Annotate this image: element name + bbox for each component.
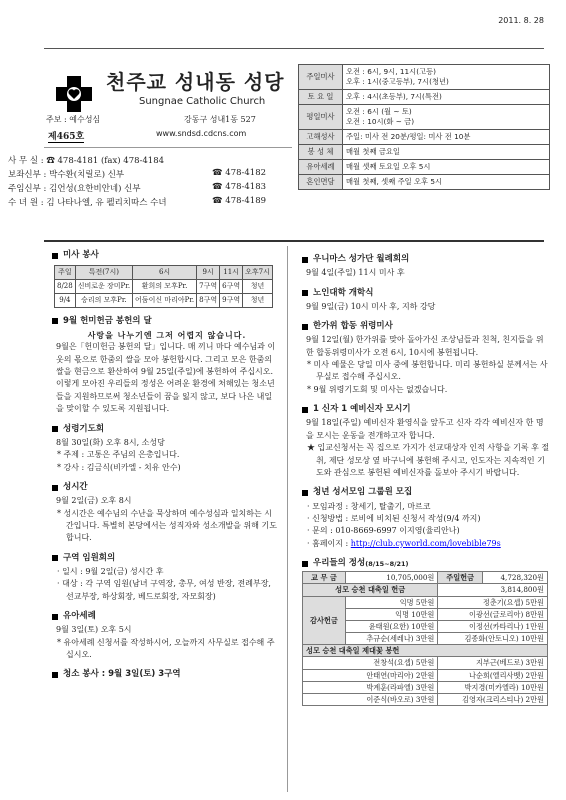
- offer-row: [303, 596, 548, 608]
- schedule-value: 오후 : 4시(초등부), 7시(특전): [343, 90, 550, 105]
- schedule-label: 주일미사: [299, 65, 343, 90]
- section-text: * 미사 예물은 당일 미사 중에 봉헌합니다. 미리 봉헌하실 분께서는 사무실로 접수해 주십시오.: [307, 360, 548, 382]
- schedule-value: 오전 : 6시 (월 ~ 토) 오전 : 10시(화 ~ 금): [343, 105, 550, 130]
- section-title-text: 노인대학 개학식: [313, 287, 374, 298]
- staff-phone: ☎ 478-4183: [212, 182, 267, 192]
- section-text: * 주제 : 고통은 주님의 은총입니다.: [57, 450, 180, 460]
- section-text: 9월 18일(주일) 예비신자 환영식을 앞두고 신자 각각 예비신자 한 명을 모시는 운동을 전개하고자 합니다.: [306, 418, 544, 440]
- section-text: * 유아세례 신청서를 작성하시어, 오늘까지 사무실로 접수해 주십시오.: [57, 637, 275, 659]
- schedule-row: [299, 160, 550, 175]
- section-text: · 문의 : 010-8669-6997 이지영(율리안나): [307, 526, 460, 536]
- offer-value: 김영자(크리스티나) 2만원: [438, 693, 548, 705]
- offer-value: 지부근(베드로) 3만원: [438, 657, 548, 669]
- cross-heart-icon: [54, 74, 94, 114]
- schedule-label: 봉 성 체: [299, 145, 343, 160]
- section-title: [298, 485, 550, 500]
- schedule-value: 매월 첫째, 셋째 주일 오후 5시: [343, 175, 550, 190]
- offer-value: 박계훈(라파엘) 3만원: [303, 681, 438, 693]
- table-cell: 9구역: [220, 293, 243, 307]
- issue-number: 제465호: [48, 129, 84, 143]
- section-title: [298, 402, 550, 417]
- mass-schedule-table: [298, 64, 550, 190]
- section-text: * 9월 위령기도회 및 미사는 없겠습니다.: [307, 384, 448, 394]
- table-cell: 승리의 모후Pr.: [75, 293, 132, 307]
- table-header: 특전(7시): [75, 266, 132, 280]
- section-text: · 모임과정 : 창세기, 탈출기, 마르코: [307, 501, 431, 511]
- patron: 주보 : 예수성심: [46, 115, 101, 124]
- offer-label: 성모 승천 대축일 헌금: [303, 584, 438, 596]
- mass-service-table: [54, 265, 273, 308]
- address: 강동구 성내1동 527: [184, 115, 256, 124]
- offer-value: 이정선(카타리나) 1만원: [438, 620, 548, 632]
- offer-row: [303, 693, 548, 705]
- table-cell: 8/28: [55, 280, 76, 294]
- offer-label: 주일헌금: [438, 572, 483, 584]
- section-title: [48, 422, 278, 437]
- section-text: · 대상 : 각 구역 임원(남녀 구역장, 총무, 여성 반장, 전례부장, 선교부장, 하상회장, 베드로회장, 자모회장): [57, 579, 271, 601]
- church-english-name: Sungnae Catholic Church: [139, 96, 266, 107]
- section-text: 9월은「헌미헌금 봉헌의 달」입니다. 매 끼니 마다 예수님과 이웃의 몫으로 한줌의 쌀을 모아 봉헌합시다. 그리고 모은 한줌의 쌀을 현금으로 환산하여 9월 25일(주일)에 봉헌하여 주십시오. 이렇게 모아진 우리들의 정성은 어려운 환경에 처해있는 청소년들을 지원하므로써 청소년들이 꿈을 잃지 않고, 보다 나은 내일을 맞이할 수 있도록 지원됩니다.: [56, 342, 276, 414]
- staff-row: [8, 196, 267, 208]
- schedule-label: 평일미사: [299, 105, 343, 130]
- bullet-icon: [302, 290, 308, 296]
- section-title-text: 청소 봉사 : 9월 3일(토) 3구역: [63, 669, 181, 680]
- schedule-label: 유아세례: [299, 160, 343, 175]
- staff-role: 수 녀 원 :: [8, 198, 47, 208]
- bullet-icon: [302, 407, 308, 413]
- section-text: 9월 9일(금) 10시 미사 후, 지하 강당: [306, 301, 436, 311]
- section-title: [298, 252, 550, 267]
- section-title-text: 청년 성서모임 그룹원 모집: [313, 487, 413, 498]
- bullet-icon: [52, 614, 58, 620]
- section-title: [298, 286, 550, 301]
- staff-name: 박수환(치릴로) 신부: [49, 170, 125, 180]
- table-cell: 7구역: [197, 280, 220, 294]
- staff-name: 김 나타나엘, 유 펠리치따스 수녀: [46, 198, 167, 208]
- schedule-value: 오전 : 6시, 9시, 11시(고등) 오후 : 1시(중고등부), 7시(청년): [343, 65, 550, 90]
- offer-value: 전창석(요셉) 5만원: [303, 657, 438, 669]
- schedule-row: [299, 105, 550, 130]
- section-text: 9월 12일(월) 한가위를 맞아 돌아가신 조상님들과 친척, 친지들을 위한 합동위령미사가 오전 6시, 10시에 봉헌됩니다.: [306, 335, 544, 357]
- offer-value: 10,705,000원: [345, 572, 437, 584]
- staff-row: [8, 154, 164, 166]
- schedule-value: 매월 첫째 금요일: [343, 145, 550, 160]
- section-title-text: 성령기도회: [63, 423, 105, 434]
- table-header: 9시: [197, 266, 220, 280]
- offer-row: [303, 681, 548, 693]
- staff-role: 주임신부 :: [8, 184, 50, 194]
- table-cell: 9/4: [55, 293, 76, 307]
- section-text: 9월 3일(토) 오후 5시: [56, 625, 132, 635]
- offer-value: 익명 10만원: [345, 608, 437, 620]
- bullet-icon: [302, 257, 308, 263]
- section-title: [48, 609, 278, 624]
- offer-value: 나순희(엘리사벳) 2만원: [438, 669, 548, 681]
- schedule-row: [299, 175, 550, 190]
- left-column: [48, 246, 278, 683]
- offer-value: 3,814,800원: [438, 584, 548, 596]
- section-title-text: 1 신자 1 예비신자 모시기: [313, 404, 411, 415]
- schedule-row: [299, 90, 550, 105]
- table-cell: 환희의 모후Pr.: [133, 280, 197, 294]
- staff-phone: ☎ 478-4182: [212, 168, 267, 178]
- section-text: * 강사 : 김금식(비카엘 - 치유 안수): [57, 462, 181, 472]
- table-header: 주일: [55, 266, 76, 280]
- offer-label: 교 무 금: [303, 572, 346, 584]
- table-cell: 청년: [243, 280, 273, 294]
- bullet-icon: [52, 318, 58, 324]
- bullet-icon: [52, 426, 58, 432]
- offer-row: [303, 584, 548, 596]
- staff-row: [8, 168, 267, 180]
- schedule-label: 토 요 일: [299, 90, 343, 105]
- table-cell: 신비로운 장미Pr.: [75, 280, 132, 294]
- offer-value: 이광선(글로리아) 8만원: [438, 608, 548, 620]
- section-title-text: 성시간: [63, 481, 88, 492]
- schedule-label: 혼인면담: [299, 175, 343, 190]
- offering-table: [302, 571, 548, 706]
- section-title-text: 우니마스 성가단 월례회의: [313, 254, 410, 264]
- section-text: 9월 4일(주일) 11시 미사 후: [306, 268, 405, 278]
- staff-role: 보좌신부 :: [8, 170, 50, 180]
- offer-row: [303, 657, 548, 669]
- issue-date: 2011. 8. 28: [498, 16, 544, 25]
- table-cell: 6구역: [220, 280, 243, 294]
- section-text: 사랑을 나누기엔 그저 어렵지 않습니다.: [87, 329, 247, 340]
- staff-name: ☎ 478-4181 (fax) 478-4184: [46, 156, 165, 166]
- staff-row: [8, 182, 267, 194]
- offer-value: 윤태원(요한) 10만원: [345, 620, 437, 632]
- schedule-value: 주일: 미사 전 20분/평일: 미사 전 10분: [343, 130, 550, 145]
- offer-row: [303, 572, 548, 584]
- section-title-text: 9월 헌미헌금 봉헌의 달: [63, 315, 152, 326]
- section-text: ★ 입교신청서는 꼭 집으로 가지가 선교대상자 인적 사항을 기록 후 절취, 제단 성모상 옆 바구니에 봉헌해 주시고, 인도자는 지속적인 기도와 관심으로 봉헌된 예비신자를 돌보아 주시기 바랍니다.: [307, 443, 550, 477]
- schedule-row: [299, 130, 550, 145]
- section-title-text: 유아세례: [63, 611, 96, 622]
- right-column: [298, 246, 550, 706]
- offer-label: 성모 승천 대축일 제대꽃 봉헌: [303, 645, 548, 657]
- offer-label: 감사헌금: [303, 596, 346, 645]
- schedule-value: 매월 셋째 토요일 오후 5시: [343, 160, 550, 175]
- offer-value: 안태연(마리아) 2만원: [303, 669, 438, 681]
- section-title: 우리들의 정성 (8/15~8/21): [298, 556, 550, 571]
- schedule-label: 고해성사: [299, 130, 343, 145]
- offer-row: [303, 669, 548, 681]
- section-title: [48, 667, 278, 682]
- section-text: * 성시간은 예수님의 수난을 묵상하며 예수성심과 일치하는 시간입니다. 특별히 본당에서는 성직자와 성소개발을 위해 기도합니다.: [57, 508, 277, 543]
- offer-row: [303, 645, 548, 657]
- bullet-icon: [52, 485, 58, 491]
- section-text: · 일시 : 9월 2일(금) 성시간 후: [57, 566, 164, 576]
- bullet-icon: [302, 490, 308, 496]
- offer-value: 박지경(미카엘라) 10만원: [438, 681, 548, 693]
- offer-value: 정춘기(요셉) 5만원: [438, 596, 548, 608]
- table-header: 오후7시: [243, 266, 273, 280]
- bullet-icon: [302, 324, 308, 330]
- schedule-row: [299, 65, 550, 90]
- section-title: [48, 551, 278, 566]
- section-title-text: 구역 임원회의: [63, 552, 116, 563]
- homepage-line: · 홈페이지 : http://club.cyworld.com/lovebible79s: [307, 538, 501, 548]
- offer-value: 이준식(바오로) 3만원: [303, 693, 438, 705]
- staff-name: 김언성(요한비안네) 신부: [49, 184, 141, 194]
- table-row: [55, 280, 273, 294]
- offer-value: 4,728,320원: [483, 572, 548, 584]
- table-header: 11시: [220, 266, 243, 280]
- table-header: 6시: [133, 266, 197, 280]
- website: www.sndsd.cdcns.com: [156, 129, 247, 138]
- table-cell: 청년: [243, 293, 273, 307]
- offer-value: 익명 5만원: [345, 596, 437, 608]
- homepage-link[interactable]: http://club.cyworld.com/lovebible79s: [350, 538, 501, 548]
- offer-value: 추규순(세레나) 3만원: [345, 633, 437, 645]
- staff-role: 사 무 실 :: [8, 156, 47, 166]
- section-title: [48, 480, 278, 495]
- section-title: 미사 봉사: [48, 248, 278, 263]
- table-row: [55, 293, 273, 307]
- table-cell: 어둠이신 마리아Pr.: [133, 293, 197, 307]
- section-text: · 신청방법 : 로비에 비치된 신청서 작성(9/4 까지): [307, 513, 481, 523]
- staff-phone: ☎ 478-4189: [212, 196, 267, 206]
- bullet-icon: [52, 672, 58, 678]
- section-title-text: 한가위 합동 위령미사: [313, 321, 393, 332]
- bullet-icon: [52, 555, 58, 561]
- section-text: 8월 30일(화) 오후 8시, 소성당: [56, 437, 165, 447]
- schedule-row: [299, 145, 550, 160]
- church-name: 천주교 성내동 성당: [106, 70, 285, 94]
- section-title: [298, 319, 550, 334]
- table-cell: 8구역: [197, 293, 220, 307]
- offer-value: 김종화(안토니오) 10만원: [438, 633, 548, 645]
- section-title: [48, 314, 278, 329]
- section-text: 9월 2일(금) 오후 8시: [56, 496, 132, 506]
